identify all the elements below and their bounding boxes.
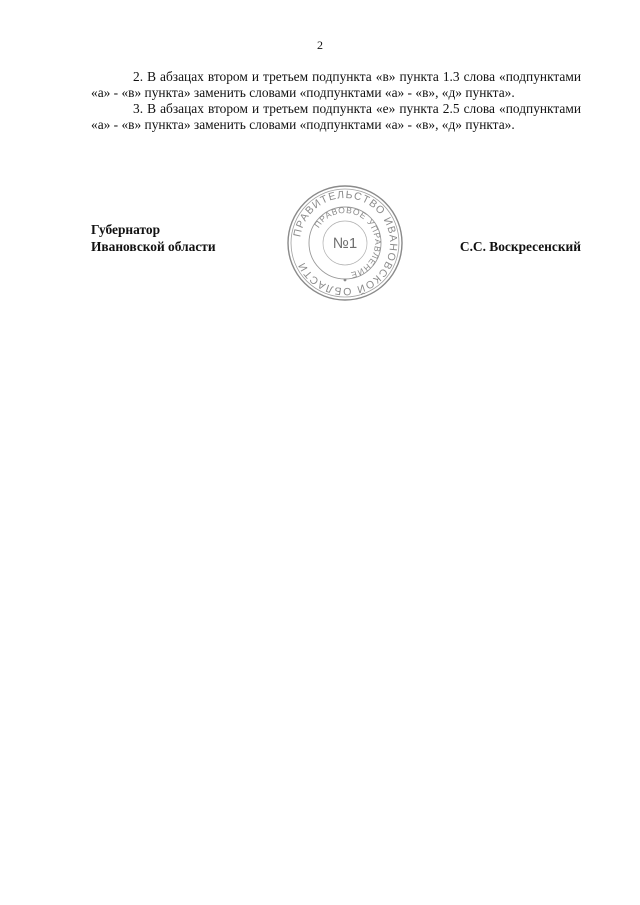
page-number: 2 [317, 38, 323, 52]
official-seal [286, 184, 404, 302]
seal-bottom-star-icon [344, 279, 347, 282]
paragraph-3: 3. В абзацах втором и третьем подпункта «е» пункта 2.5 слова «подпунктами «а» - «в» пункта» заменить словами «подпунктами «а» - «в», «д» пункта». [91, 101, 581, 132]
seal-inner-text: ПРАВОВОЕ УПРАВЛЕНИЕ [312, 204, 384, 281]
signatory-name: С.С. Воскресенский [459, 239, 581, 254]
seal-outer-text: ПРАВИТЕЛЬСТВО ИВАНОВСКОЙ ОБЛАСТИ [291, 188, 400, 298]
seal-number: №1 [332, 235, 358, 252]
signature-title-line-1: Губернатор [91, 222, 161, 237]
signature-title-line-2: Ивановской области [91, 239, 216, 254]
seal-graphic [286, 184, 404, 302]
paragraph-2: 2. В абзацах втором и третьем подпункта «в» пункта 1.3 слова «подпунктами «а» - «в» пункта» заменить словами «подпунктами «а» - «в», «д» пункта». [91, 69, 581, 100]
document-body [91, 69, 581, 133]
